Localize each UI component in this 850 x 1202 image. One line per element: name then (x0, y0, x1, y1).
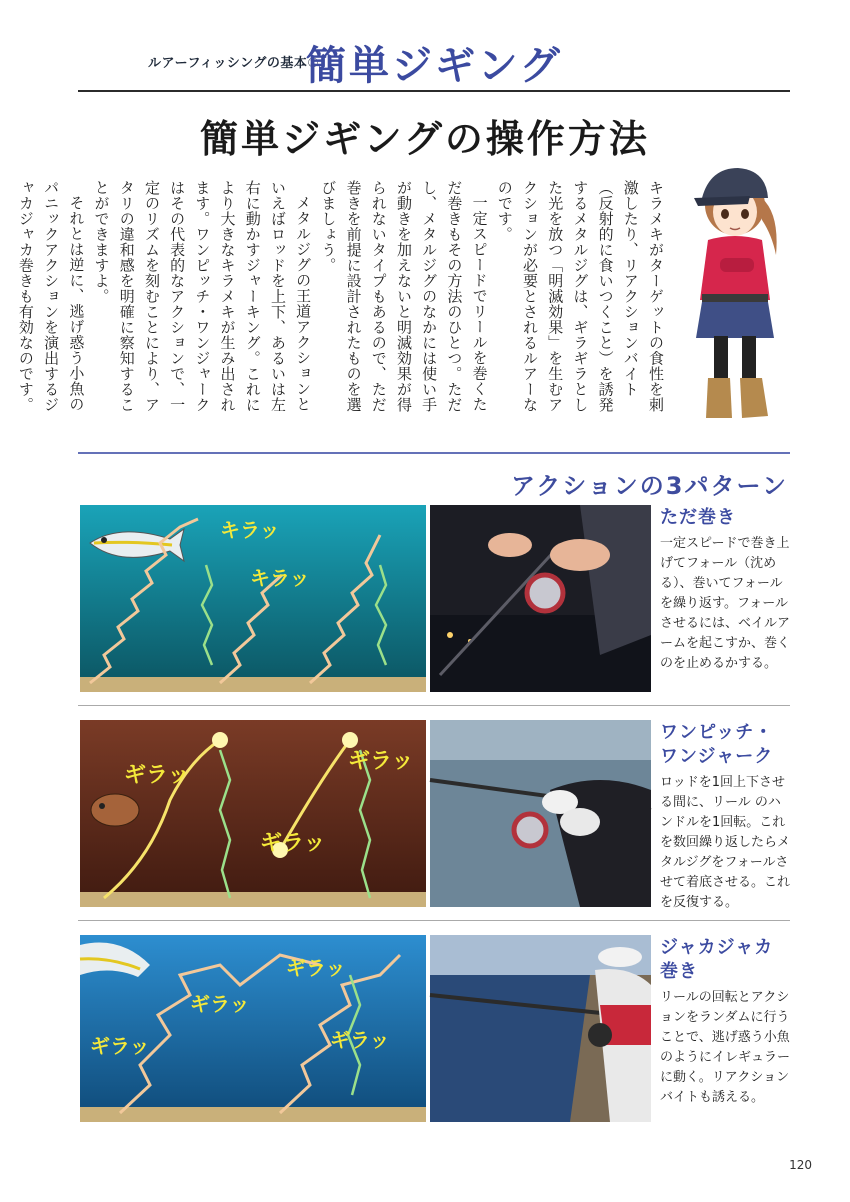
actions-heading: アクションの3パターン (510, 472, 788, 500)
sfx-text: キラッ (250, 566, 310, 590)
tadamaki-illustration (80, 505, 426, 692)
character-illustration (680, 160, 790, 425)
tadamaki-photo (430, 505, 651, 692)
sfx-text: ギラッ (330, 1028, 390, 1052)
pattern-description: ロッドを1回上下させる間に、リール のハンドルを1回転。これを数回繰り返したらメタルジグをフォールさせて着底させる。これを反復する。 (660, 775, 791, 910)
pattern-title: ただ巻き (660, 507, 736, 528)
pattern-description: リールの回転とアクションをランダムに行うことで、逃げ惑う小魚のようにイレギュラーに動く。リアクションバイトも誘える。 (660, 990, 791, 1105)
sfx-text: ギラッ (124, 763, 190, 788)
section-title: 簡単ジギング (306, 43, 563, 89)
header-divider (78, 90, 790, 92)
series-label: ルアーフィッシングの基本① (148, 56, 319, 71)
intro-paragraph: 一定スピードでリールを巻くただ巻きもその方法のひとつ。ただし、メタルジグのなかには使い手が動きを加えないと明滅効果が得られないタイプもあるので、ただ巻きを前提に設計されたものを選びましょう。 (319, 180, 489, 413)
intro-paragraph: メタルジグの王道アクションといえばロッドを上下、あるいは左右に動かすジャーキング。これにより大きなキラメキが生み出されます。ワンピッチ・ワンジャークはその代表的なアクションで、一定のリズムを刻むことにより、アタリの違和感を明確に察知することができますよ。 (92, 180, 313, 413)
pattern-title: ワンピッチ・ワンジャーク (660, 722, 774, 767)
sfx-text: ギラッ (90, 1034, 150, 1058)
intro-paragraph: キラメキがターゲットの食性を刺激したり、リアクションバイト（反射的に食いつくこと）を誘発するメタルジグは、ギラギラとした光を放つ「明滅効果」を生むアクションが必要とされるルアーなのです。 (495, 180, 665, 413)
sfx-text: キラッ (220, 518, 280, 542)
sfx-text: ギラッ (190, 992, 250, 1016)
row-divider (78, 920, 790, 921)
sfx-text: ギラッ (260, 831, 326, 856)
intro-paragraph: それとは逆に、逃げ惑う小魚のパニックアクションを演出するジャカジャカ巻きも有効なのです。 (16, 180, 86, 413)
row-divider (78, 705, 790, 706)
onepitch-photo (430, 720, 651, 907)
sfx-text: ギラッ (286, 956, 346, 980)
jakajaka-photo (430, 935, 651, 1122)
intro-text (16, 180, 668, 420)
onepitch-illustration (80, 720, 426, 907)
pattern-title: ジャカジャカ巻き (660, 937, 774, 982)
sfx-text: ギラッ (348, 749, 414, 774)
page-title: 簡単ジギングの操作方法 (200, 117, 650, 161)
page-number: 120 (789, 1158, 812, 1172)
section-divider (78, 452, 790, 454)
pattern-description: 一定スピードで巻き上げてフォール（沈める）、巻いてフォールを繰り返す。フォールさせるには、ベイルアームを起こすか、巻くのを止めるかする。 (660, 536, 791, 671)
jakajaka-illustration (80, 935, 426, 1122)
